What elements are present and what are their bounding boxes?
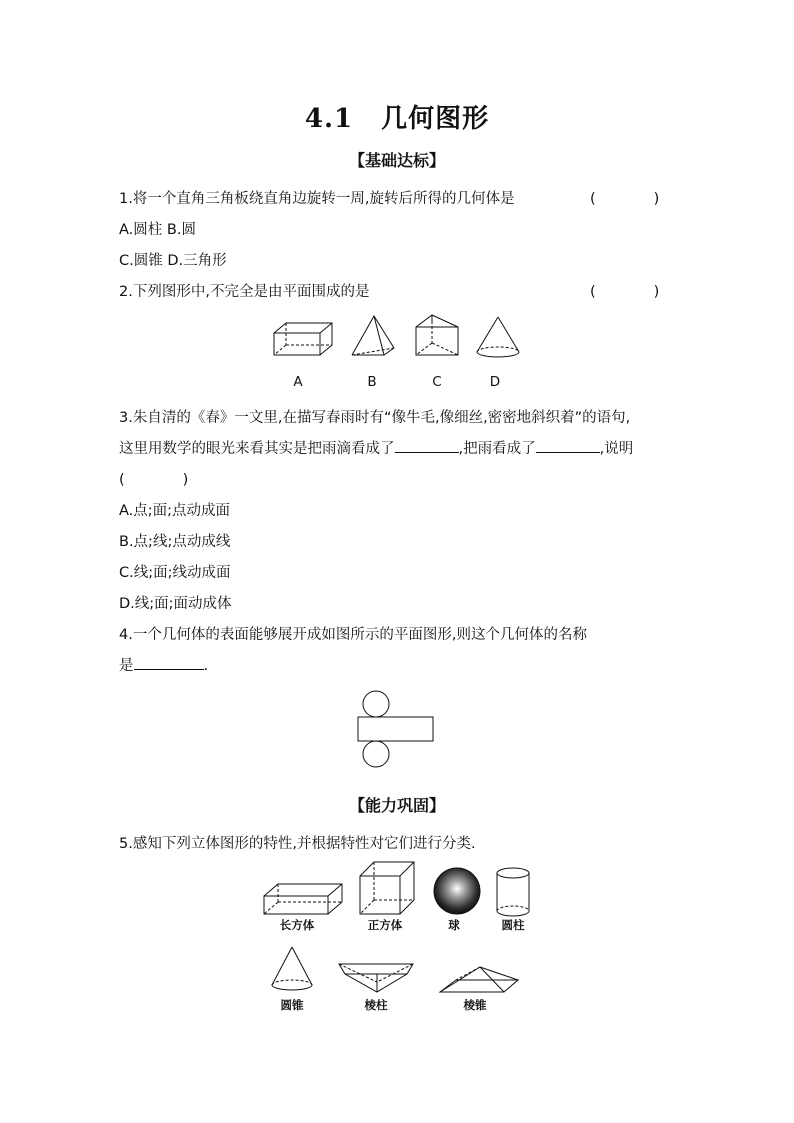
q2-figure-a-cuboid [272,321,334,357]
q2-answer-paren: ( ) [590,284,660,300]
q3-line2-part-b: ,把雨看成了 [458,441,536,457]
q5-label-cuboid: 长方体 [279,918,315,932]
q5-sphere [432,866,482,916]
q5-prism [337,962,415,994]
q3-line2-part-c: ,说明 [599,441,634,457]
q2-figure-b-pyramid [350,314,396,358]
q4-line2 [119,654,208,675]
q5-cuboid [262,882,344,916]
q1-options-cd: C.圆锥 D.三角形 [119,253,227,269]
section-ability-heading: 【能力巩固】 [348,796,445,815]
q1-answer-paren: ( ) [590,191,660,207]
q4-line2-part-a: 是 [119,658,134,674]
q3-blank-1[interactable] [395,438,459,453]
q5-label-sphere: 球 [448,918,460,932]
q4-figure-cylinder-net [356,689,436,771]
q2-label-a: A [293,374,303,390]
q3-option-b: B.点;线;点动成线 [119,534,231,550]
q5-label-prism: 棱柱 [364,998,388,1012]
q2-stem: 2.下列图形中,不完全是由平面围成的是 [119,284,370,300]
q3-answer-paren: ( ) [119,472,189,488]
q4-line2-end: . [203,658,209,674]
q1-stem: 1.将一个直角三角板绕直角边旋转一周,旋转后所得的几何体是 [119,191,515,207]
q5-label-cylinder: 圆柱 [501,918,525,932]
q3-option-d: D.线;面;面动成体 [119,596,232,612]
q3-line2 [119,437,633,458]
q4-blank[interactable] [134,655,204,670]
q3-option-a: A.点;面;点动成面 [119,503,231,519]
title-number: 4.1 [304,104,354,134]
q2-label-b: B [367,374,377,390]
q3-line1: 3.朱自清的《春》一文里,在描写春雨时有“像牛毛,像细丝,密密地斜织着”的语句, [119,410,631,426]
q5-cube [358,860,416,916]
q3-blank-2[interactable] [536,438,600,453]
q5-label-cube: 正方体 [367,918,403,932]
q5-pyramid [438,965,520,995]
q3-line2-part-a: 这里用数学的眼光来看其实是把雨滴看成了 [119,441,395,457]
q3-option-c: C.线;面;线动成面 [119,565,231,581]
title-text: 几何图形 [381,104,490,134]
q5-cylinder [495,866,531,918]
q2-figure-d-cone [475,315,521,359]
q1-options-ab: A.圆柱 B.圆 [119,222,196,238]
q2-figure-c-prism [414,313,460,357]
section-basic-heading: 【基础达标】 [348,151,445,170]
q5-stem: 5.感知下列立体图形的特性,并根据特性对它们进行分类. [119,836,476,852]
q2-label-d: D [489,374,501,390]
q5-label-pyramid: 棱锥 [463,998,487,1012]
page-title [0,98,794,135]
q4-line1: 4.一个几何体的表面能够展开成如图所示的平面图形,则这个几何体的名称 [119,627,587,643]
q5-cone [270,945,314,993]
q5-label-cone: 圆锥 [280,998,304,1012]
q2-label-c: C [432,374,442,390]
